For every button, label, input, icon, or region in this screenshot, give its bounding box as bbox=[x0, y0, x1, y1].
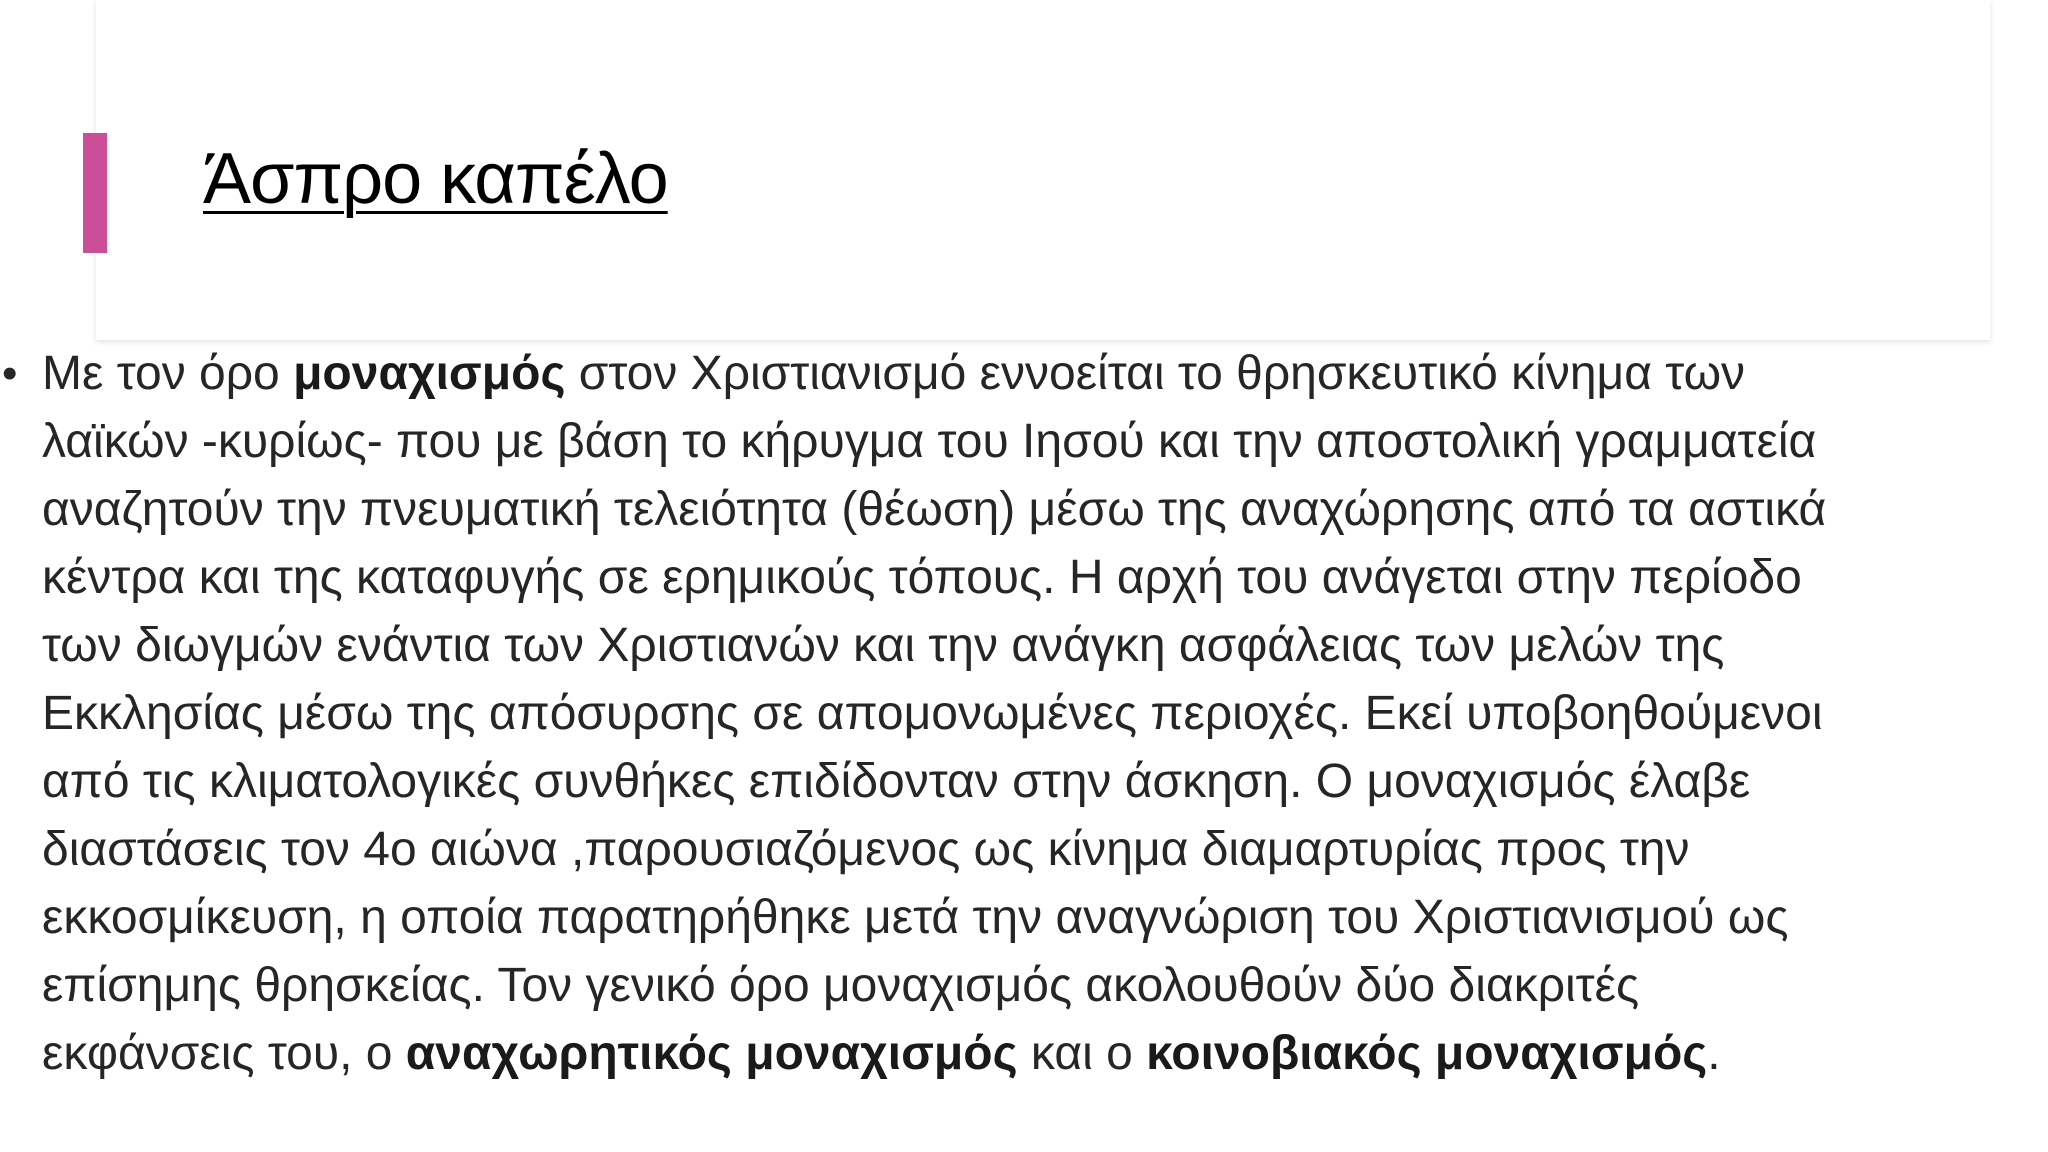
bullet-marker: • bbox=[2, 349, 18, 398]
slide-body bbox=[0, 340, 2030, 1088]
text-line-1 bbox=[42, 340, 2030, 408]
text-line-4: κέντρα και της καταφυγής σε ερημικούς τόπους. Η αρχή του ανάγεται στην περίοδο bbox=[42, 551, 1802, 604]
text-run: εκφάνσεις του, ο bbox=[42, 1027, 406, 1080]
text-run: Με τον όρο bbox=[42, 347, 294, 400]
text-line-5: των διωγμών ενάντια των Χριστιανών και την ανάγκη ασφάλειας των μελών της bbox=[42, 619, 1725, 672]
bold-term-anachoretic: αναχωρητικός μοναχισμός bbox=[405, 1027, 1018, 1080]
text-line-10: επίσημης θρησκείας. Τον γενικό όρο μοναχισμός ακολουθούν δύο διακριτές bbox=[42, 959, 1640, 1012]
slide-title: Άσπρο καπέλο bbox=[203, 139, 668, 219]
text-line-3: αναζητούν την πνευματική τελειότητα (θέωση) μέσω της αναχώρησης από τα αστικά bbox=[42, 483, 1827, 536]
text-line-11 bbox=[42, 1020, 2030, 1088]
text-line-7: από τις κλιματολογικές συνθήκες επιδίδονταν στην άσκηση. Ο μοναχισμός έλαβε bbox=[42, 755, 1751, 808]
bullet-paragraph bbox=[0, 340, 2030, 1088]
title-accent-bar bbox=[83, 133, 107, 253]
text-line-8: διαστάσεις τον 4ο αιώνα ,παρουσιαζόμενος ως κίνημα διαμαρτυρίας προς την bbox=[42, 823, 1690, 876]
text-run: . bbox=[1707, 1027, 1721, 1080]
text-run: και ο bbox=[1017, 1027, 1147, 1080]
text-line-6: Εκκλησίας μέσω της απόσυρσης σε απομονωμένες περιοχές. Εκεί υποβοηθούμενοι bbox=[42, 687, 1823, 740]
bold-term-coenobitic: κοινοβιακός μοναχισμός bbox=[1146, 1027, 1708, 1080]
text-line-2: λαϊκών -κυρίως- που με βάση το κήρυγμα του Ιησού και την αποστολική γραμματεία bbox=[42, 415, 1817, 468]
bold-term-monachismos: μοναχισμός bbox=[293, 347, 566, 400]
text-run: στον Χριστιανισμό εννοείται το θρησκευτικό κίνημα των bbox=[565, 347, 1746, 400]
text-line-9: εκκοσμίκευση, η οποία παρατηρήθηκε μετά την αναγνώριση του Χριστιανισμού ως bbox=[42, 891, 1789, 944]
